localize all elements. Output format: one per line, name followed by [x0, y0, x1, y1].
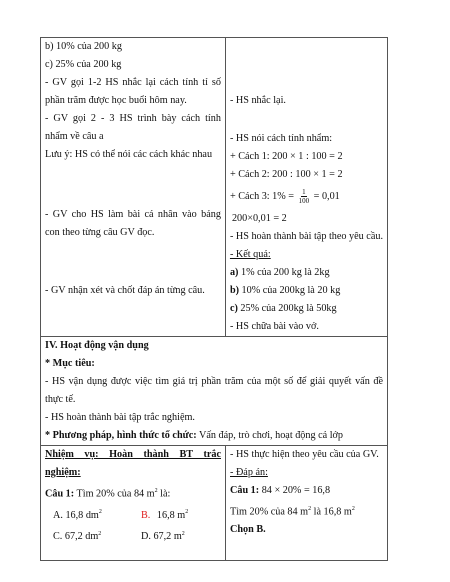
- text-line: - HS hoàn thành bài tập theo yêu cầu.: [229, 231, 383, 242]
- text: Tìm 20% của 84 m: [74, 488, 155, 500]
- goal-label: * Mục tiêu:: [45, 358, 95, 369]
- option-b: B. 16,8 $m^2$: [141, 509, 189, 521]
- text-line: - HS vận dụng được việc tìm giá trị phần trăm của một số để giải quyết vấn đề: [45, 376, 383, 387]
- result-line: [230, 300, 383, 318]
- answer-choice: Chọn B.: [230, 524, 266, 536]
- text-line: b) 10% của 200 kg: [45, 41, 122, 52]
- text: là:: [157, 488, 171, 500]
- label: Câu 1:: [45, 488, 75, 500]
- fraction: [299, 188, 310, 205]
- label: b): [229, 285, 239, 296]
- lesson-table: [40, 37, 388, 561]
- section-content: [41, 337, 387, 445]
- result-line: [230, 282, 383, 300]
- text-line: - GV nhận xét và chốt đáp án từng câu.: [45, 285, 205, 296]
- option-a: A. 16,8 $dm^2$: [53, 509, 102, 521]
- text-line: - GV gọi 2 - 3 HS trình bày cách tính: [45, 113, 221, 124]
- text-line: - HS hoàn thành bài tập trắc nghiệm.: [45, 412, 195, 423]
- task-line: Nhiệm vụ: Hoàn thành BT trắc: [45, 449, 221, 460]
- numerator: 1: [302, 188, 306, 197]
- option-c: C. 67,2 $dm^2$: [53, 530, 102, 543]
- section-iv: [40, 336, 388, 445]
- sup: 2: [154, 488, 158, 494]
- text-line: - HS nói cách tính nhẩm:: [229, 133, 333, 144]
- text: = 0,01: [313, 191, 340, 202]
- text: là 16,8 m: [311, 506, 352, 518]
- fraction-line: [230, 184, 383, 210]
- result-line: [230, 264, 383, 282]
- text: 10% của 200kg là 20 kg: [241, 285, 341, 296]
- activity-row: [40, 37, 388, 336]
- text-line: Lưu ý: HS có thể nói các cách khác nhau: [45, 149, 213, 160]
- text-line: - HS chữa bài vào vở.: [229, 321, 319, 332]
- method-text: Vấn đáp, trò chơi, hoạt động cả lớp: [196, 430, 344, 441]
- text: 25% của 200kg là 50kg: [240, 303, 337, 314]
- method-line: [45, 427, 383, 445]
- text-line: - GV gọi 1-2 HS nhắc lại cách tính tỉ số: [45, 77, 221, 88]
- text-line: phần trăm được học buổi hôm nay.: [45, 95, 187, 106]
- text-line: - HS nhắc lại.: [229, 95, 286, 106]
- text-line: - Kết quả:: [229, 249, 271, 260]
- student-column: [226, 38, 387, 336]
- teacher-column: [41, 38, 226, 336]
- label: c): [229, 303, 238, 314]
- task-line: nghiệm:: [45, 467, 81, 478]
- text-line: 200×0,01 = 2: [231, 213, 287, 224]
- text-line: - GV cho HS làm bài cá nhân vào bảng: [45, 209, 221, 220]
- options-row: [45, 525, 221, 546]
- option-d: D. 67,2 $m^2$: [141, 530, 185, 543]
- text-line: + Cách 2: 200 : 100 × 1 = 2: [229, 169, 343, 180]
- text-line: con theo từng câu GV đọc.: [45, 227, 155, 238]
- text: 84 × 20% = 16,8: [259, 485, 331, 496]
- practice-row: [40, 445, 388, 561]
- text-line: - HS thực hiện theo yêu cầu của GV.: [230, 449, 379, 460]
- text-line: c) 25% của 200 kg: [45, 59, 122, 70]
- label: Câu 1:: [230, 485, 260, 496]
- text: Tìm 20% của 84 m: [230, 506, 309, 518]
- teacher-column: [41, 446, 226, 560]
- answer-line: [230, 482, 383, 500]
- method-label: * Phương pháp, hình thức tổ chức:: [45, 430, 197, 441]
- denominator: 100: [298, 197, 310, 206]
- options-row: [45, 503, 221, 524]
- section-title: IV. Hoạt động vận dụng: [45, 340, 149, 351]
- text-line: nhẩm về câu a: [45, 131, 104, 142]
- text-line: - Đáp án:: [230, 467, 268, 478]
- text-line: + Cách 1: 200 × 1 : 100 = 2: [229, 151, 343, 162]
- text: + Cách 3: 1% =: [229, 191, 295, 202]
- student-column: [226, 446, 387, 560]
- question: [45, 482, 221, 503]
- answer-line: Tìm 20% của 84 $m^2$ là 16,8 $m^2$: [230, 506, 355, 518]
- text: 1% của 200 kg là 2kg: [240, 267, 330, 278]
- label: a): [229, 267, 239, 278]
- text-line: thực tế.: [45, 394, 76, 405]
